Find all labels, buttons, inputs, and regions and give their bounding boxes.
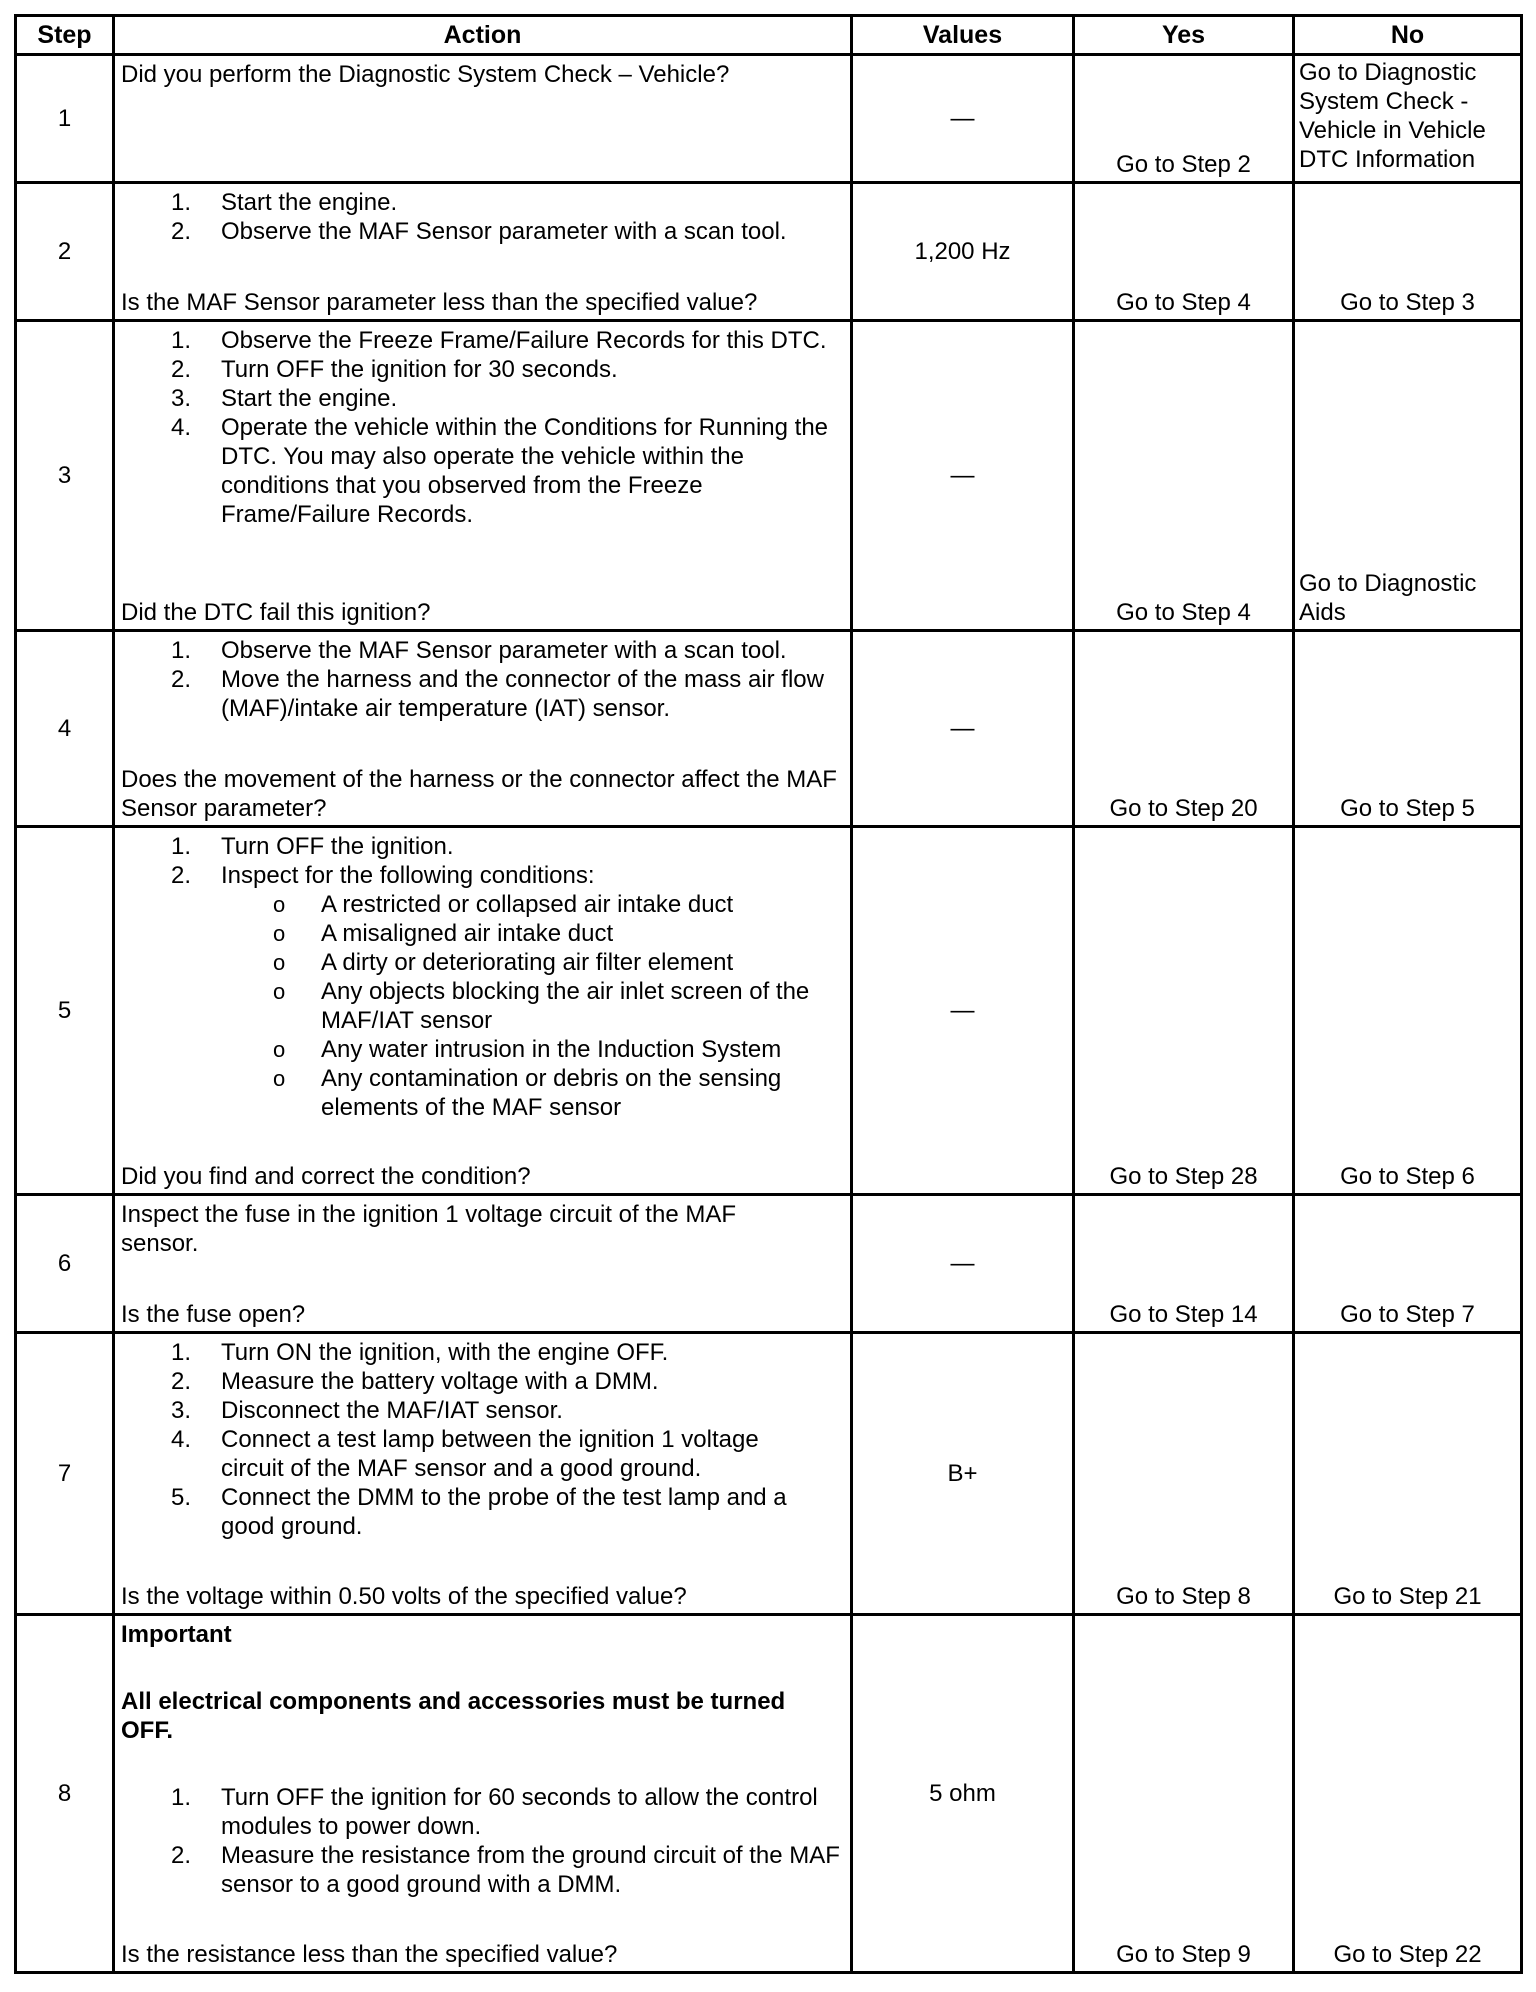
action-cell <box>114 183 852 321</box>
condition-item: o Any objects blocking the air inlet screen of the MAF/IAT sensor <box>273 978 810 1034</box>
yes-cell <box>1074 55 1294 183</box>
value-cell: 1,200 Hz <box>852 183 1074 321</box>
no-link: Go to Step 6 <box>1340 1163 1475 1190</box>
action-steps <box>121 832 844 890</box>
yes-link: Go to Step 2 <box>1116 151 1251 178</box>
action-step: 2. Inspect for the following conditions: <box>171 862 595 889</box>
no-cell <box>1294 1615 1522 1973</box>
action-steps <box>121 326 844 529</box>
action-step: 3. Start the engine. <box>171 385 398 412</box>
table-row <box>16 1333 1522 1615</box>
action-step: 4. Operate the vehicle within the Conditions for Running the DTC. You may also operate the vehicle within the conditions that you observed from the Freeze Frame/Failure Records. <box>171 414 829 528</box>
action-step: 2. Turn OFF the ignition for 30 seconds. <box>171 356 618 383</box>
value-cell: 5 ohm <box>852 1615 1074 1973</box>
condition-item: o A misaligned air intake duct <box>273 920 614 947</box>
action-cell <box>114 1615 852 1973</box>
no-link: Go to Step 22 <box>1333 1941 1482 1968</box>
action-step: 1. Start the engine. <box>171 189 398 216</box>
action-question: Is the MAF Sensor parameter less than the specified value? <box>121 289 758 316</box>
condition-item: o Any water intrusion in the Induction System <box>273 1036 782 1063</box>
condition-item: o A dirty or deteriorating air filter element <box>273 949 734 976</box>
action-question: Does the movement of the harness or the connector affect the MAF Sensor parameter? <box>121 766 837 822</box>
no-cell <box>1294 631 1522 827</box>
action-cell <box>114 631 852 827</box>
important-title: Important <box>121 1621 232 1648</box>
action-cell <box>114 321 852 631</box>
table-row <box>16 55 1522 183</box>
yes-link: Go to Step 9 <box>1116 1941 1251 1968</box>
step-number: 5 <box>16 827 114 1195</box>
header-step: Step <box>16 16 114 55</box>
condition-list <box>121 890 844 1122</box>
action-step: 1. Observe the MAF Sensor parameter with a scan tool. <box>171 637 787 664</box>
action-step: 1. Turn ON the ignition, with the engine OFF. <box>171 1339 669 1366</box>
action-cell <box>114 55 852 183</box>
table-row <box>16 1615 1522 1973</box>
value-cell: — <box>852 1195 1074 1333</box>
header-values: Values <box>852 16 1074 55</box>
no-cell <box>1294 827 1522 1195</box>
condition-item: o Any contamination or debris on the sensing elements of the MAF sensor <box>273 1065 782 1121</box>
value-cell: — <box>852 827 1074 1195</box>
no-link: Go to Diagnostic Aids <box>1299 570 1477 626</box>
table-row <box>16 631 1522 827</box>
value-cell: — <box>852 55 1074 183</box>
action-question: Is the voltage within 0.50 volts of the specified value? <box>121 1583 687 1610</box>
yes-link: Go to Step 14 <box>1109 1301 1258 1328</box>
header-yes: Yes <box>1074 16 1294 55</box>
no-link: Go to Step 3 <box>1340 289 1475 316</box>
action-steps <box>121 1783 844 1899</box>
step-number: 7 <box>16 1333 114 1615</box>
step-number: 2 <box>16 183 114 321</box>
yes-cell <box>1074 827 1294 1195</box>
action-steps <box>121 188 844 246</box>
step-number: 4 <box>16 631 114 827</box>
yes-cell <box>1074 321 1294 631</box>
no-cell <box>1294 55 1522 183</box>
action-step: 3. Disconnect the MAF/IAT sensor. <box>171 1397 563 1424</box>
action-steps <box>121 636 844 723</box>
yes-cell <box>1074 183 1294 321</box>
action-question: Is the resistance less than the specified value? <box>121 1941 618 1968</box>
table-row <box>16 827 1522 1195</box>
yes-cell <box>1074 1195 1294 1333</box>
action-cell <box>114 827 852 1195</box>
yes-link: Go to Step 20 <box>1109 795 1258 822</box>
header-no: No <box>1294 16 1522 55</box>
header-action: Action <box>114 16 852 55</box>
table-row <box>16 321 1522 631</box>
no-cell <box>1294 321 1522 631</box>
step-number: 1 <box>16 55 114 183</box>
action-steps <box>121 1338 844 1541</box>
action-step: 2. Observe the MAF Sensor parameter with a scan tool. <box>171 218 787 245</box>
action-step: 1. Turn OFF the ignition for 60 seconds to allow the control modules to power down. <box>171 1784 818 1840</box>
yes-cell <box>1074 1615 1294 1973</box>
no-link: Go to Step 5 <box>1340 795 1475 822</box>
no-cell <box>1294 183 1522 321</box>
no-link: Go to Step 7 <box>1340 1301 1475 1328</box>
action-question: Did you find and correct the condition? <box>121 1163 531 1190</box>
diagnostic-table <box>14 14 1523 1974</box>
action-text: Inspect the fuse in the ignition 1 voltage circuit of the MAF sensor. <box>121 1201 736 1257</box>
action-step: 2. Measure the battery voltage with a DMM. <box>171 1368 659 1395</box>
action-step: 2. Measure the resistance from the ground circuit of the MAF sensor to a good ground with a DMM. <box>171 1842 840 1898</box>
yes-link: Go to Step 8 <box>1116 1583 1251 1610</box>
no-cell <box>1294 1195 1522 1333</box>
action-question: Is the fuse open? <box>121 1301 306 1328</box>
action-cell <box>114 1195 852 1333</box>
header-row <box>16 16 1522 55</box>
action-step: 2. Move the harness and the connector of the mass air flow (MAF)/intake air temperature (IAT) sensor. <box>171 666 824 722</box>
action-step: 4. Connect a test lamp between the ignition 1 voltage circuit of the MAF sensor and a good ground. <box>171 1426 759 1482</box>
yes-link: Go to Step 4 <box>1116 289 1251 316</box>
condition-item: o A restricted or collapsed air intake duct <box>273 891 734 918</box>
table-row <box>16 183 1522 321</box>
action-text: Did you perform the Diagnostic System Check – Vehicle? <box>121 61 730 88</box>
no-link: Go to Step 21 <box>1333 1583 1482 1610</box>
value-cell: — <box>852 321 1074 631</box>
yes-link: Go to Step 4 <box>1116 599 1251 626</box>
action-cell <box>114 1333 852 1615</box>
step-number: 6 <box>16 1195 114 1333</box>
yes-link: Go to Step 28 <box>1109 1163 1258 1190</box>
action-step: 1. Observe the Freeze Frame/Failure Records for this DTC. <box>171 327 827 354</box>
value-cell: B+ <box>852 1333 1074 1615</box>
table-row <box>16 1195 1522 1333</box>
action-step: 5. Connect the DMM to the probe of the test lamp and a good ground. <box>171 1484 787 1540</box>
action-question: Did the DTC fail this ignition? <box>121 599 431 626</box>
step-number: 3 <box>16 321 114 631</box>
value-cell: — <box>852 631 1074 827</box>
action-step: 1. Turn OFF the ignition. <box>171 833 454 860</box>
step-number: 8 <box>16 1615 114 1973</box>
yes-cell <box>1074 1333 1294 1615</box>
no-cell <box>1294 1333 1522 1615</box>
important-note: All electrical components and accessories must be turned OFF. <box>121 1688 786 1744</box>
no-link: Go to Diagnostic System Check - Vehicle in Vehicle DTC Information <box>1299 59 1486 173</box>
yes-cell <box>1074 631 1294 827</box>
